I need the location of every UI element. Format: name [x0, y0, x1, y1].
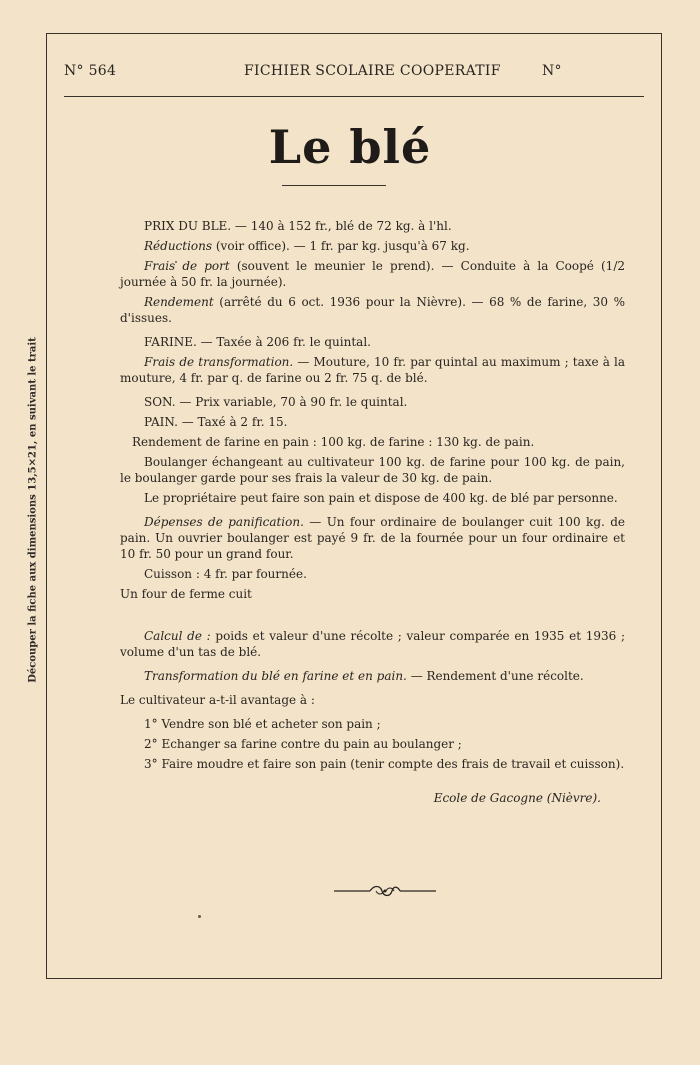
italic-lead: Calcul de : [144, 629, 211, 643]
paragraph-frais-port: Frais de port (souvent le meunier le prend). — Conduite à la Coopé (1/2 journée à 50 fr. la journée). [120, 259, 625, 289]
signature [120, 790, 625, 806]
italic-lead: Rendement [144, 295, 214, 309]
italic-lead: Dépenses de panification. [144, 515, 304, 529]
cut-instruction: Découper la fiche aux dimensions 13,5×21, en suivant le trait [27, 337, 39, 683]
list-item-1: 1° Vendre son blé et acheter son pain ; [144, 717, 381, 731]
italic-lead: Transformation du blé en farine et en pain. [144, 669, 407, 683]
card-number-blank: N° [542, 63, 562, 79]
scroll-flourish-icon [334, 883, 436, 903]
paragraph-question: Le cultivateur a-t-il avantage à : [120, 693, 315, 707]
paragraph-rendement: Rendement (arrêté du 6 oct. 1936 pour la Nièvre). — 68 % de farine, 30 % d'issues. [120, 295, 625, 325]
paragraph-calcul: Calcul de : poids et valeur d'une récolte ; valeur comparée en 1935 et 1936 ; volume d'un tas de blé. [120, 629, 626, 659]
card-header [64, 60, 644, 97]
page-title: Le blé [268, 120, 432, 174]
paragraph-frais-transformation: Frais de transformation. — Mouture, 10 fr. par quintal au maximum ; taxe à la mouture, 4 fr. par q. de farine ou 2 fr. 75 q. de blé. [120, 355, 625, 385]
list-item-3: 3° Faire moudre et faire son pain (tenir compte des frais de travail et cuisson). [144, 757, 625, 771]
paragraph-boulanger: Boulanger échangeant au cultivateur 100 kg. de farine pour 100 kg. de pain, le boulanger garde pour ses frais la valeur de 30 kg. de pain. [120, 455, 625, 485]
ink-speck [198, 915, 201, 918]
paragraph-prix-ble: PRIX DU BLE. — 140 à 152 fr., blé de 72 kg. à l'hl. [144, 219, 452, 233]
paragraph-rendement-pain: Rendement de farine en pain : 100 kg. de farine : 130 kg. de pain. [132, 435, 535, 449]
paragraph-pain: PAIN. — Taxé à 2 fr. 15. [144, 415, 288, 429]
card-body [120, 218, 625, 810]
signature-text: Ecole de Gacogne (Nièvre). [433, 791, 601, 805]
collection-title: FICHIER SCOLAIRE COOPERATIF [244, 63, 501, 79]
paragraph-reductions: Réductions (voir office). — 1 fr. par kg. jusqu'à 67 kg. [144, 239, 470, 253]
paragraph-cuisson: Cuisson : 4 fr. par fournée. [144, 567, 307, 581]
paragraph-son: SON. — Prix variable, 70 à 90 fr. le quintal. [144, 395, 408, 409]
italic-lead: Frais de transformation. [144, 355, 294, 369]
italic-lead: Frais de port [144, 259, 230, 273]
list-item-2: 2° Echanger sa farine contre du pain au boulanger ; [144, 737, 462, 751]
card-number: N° 564 [64, 63, 117, 79]
paragraph-depenses: Dépenses de panification. — Un four ordinaire de boulanger cuit 100 kg. de pain. Un ouvrier boulanger est payé 9 fr. de la fournée pour un four ordinaire et 10 fr. 50 pour un grand four. [120, 515, 625, 561]
title-underline [282, 185, 386, 186]
paragraph-proprietaire: Le propriétaire peut faire son pain et dispose de 400 kg. de blé par personne. [144, 491, 618, 505]
paragraph-four-ferme: Un four de ferme cuit [120, 587, 252, 601]
paragraph-farine: FARINE. — Taxée à 206 fr. le quintal. [144, 335, 371, 349]
paragraph-transformation: Transformation du blé en farine et en pain. — Rendement d'une récolte. [144, 669, 584, 683]
italic-lead: Réductions [144, 239, 213, 253]
